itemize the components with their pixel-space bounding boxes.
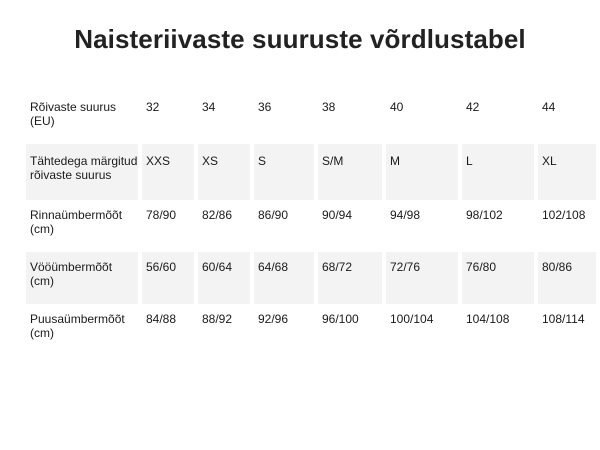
table-cell: XS xyxy=(198,144,250,200)
table-cell: 90/94 xyxy=(322,208,353,222)
table-cell: 80/86 xyxy=(538,252,596,304)
table-cell: 108/114 xyxy=(542,312,585,326)
row-label: Puusaümbermõõt (cm) xyxy=(30,312,125,340)
table-cell: XL xyxy=(538,144,596,200)
table-cell: 38 xyxy=(322,100,336,114)
table-cell: 64/68 xyxy=(254,252,314,304)
table-cell: 102/108 xyxy=(542,208,586,222)
table-cell: 68/72 xyxy=(318,252,382,304)
table-cell: M xyxy=(386,144,458,200)
table-cell: 40 xyxy=(390,100,404,114)
table-cell: 86/90 xyxy=(258,208,289,222)
table-cell: 36 xyxy=(258,100,272,114)
table-cell: 32 xyxy=(146,100,160,114)
table-row-letter-size xyxy=(26,144,596,200)
table-cell: 96/100 xyxy=(322,312,359,326)
row-label: Rõivaste suurus (EU) xyxy=(30,100,117,128)
table-cell: S/M xyxy=(318,144,382,200)
row-label: Vööümbermõõt (cm) xyxy=(26,252,138,304)
table-row-hip xyxy=(26,304,596,356)
table-cell: 84/88 xyxy=(146,312,177,326)
table-cell: 94/98 xyxy=(390,208,421,222)
table-row-chest xyxy=(26,200,596,252)
table-cell: 88/92 xyxy=(202,312,233,326)
table-cell: 60/64 xyxy=(198,252,250,304)
table-cell: 92/96 xyxy=(258,312,289,326)
table-cell: 78/90 xyxy=(146,208,177,222)
table-cell: XXS xyxy=(142,144,194,200)
table-cell: 44 xyxy=(542,100,556,114)
table-cell: S xyxy=(254,144,314,200)
size-comparison-table xyxy=(22,92,600,356)
table-row-waist xyxy=(26,252,596,304)
table-cell: 98/102 xyxy=(466,208,503,222)
row-label: Rinnaümbermõõt (cm) xyxy=(30,208,123,236)
table-cell: L xyxy=(462,144,534,200)
table-cell: 56/60 xyxy=(142,252,194,304)
table-cell: 42 xyxy=(466,100,480,114)
table-cell: 34 xyxy=(202,100,216,114)
table-cell: 82/86 xyxy=(202,208,233,222)
table-cell: 100/104 xyxy=(390,312,434,326)
page-title: Naisteriivaste suuruste võrdlustabel xyxy=(74,24,526,54)
row-label: Tähtedega märgitud rõivaste suurus xyxy=(26,144,138,200)
table-cell: 76/80 xyxy=(462,252,534,304)
table-cell: 72/76 xyxy=(386,252,458,304)
table-cell: 104/108 xyxy=(466,312,510,326)
table-row-eu-size xyxy=(26,92,596,144)
